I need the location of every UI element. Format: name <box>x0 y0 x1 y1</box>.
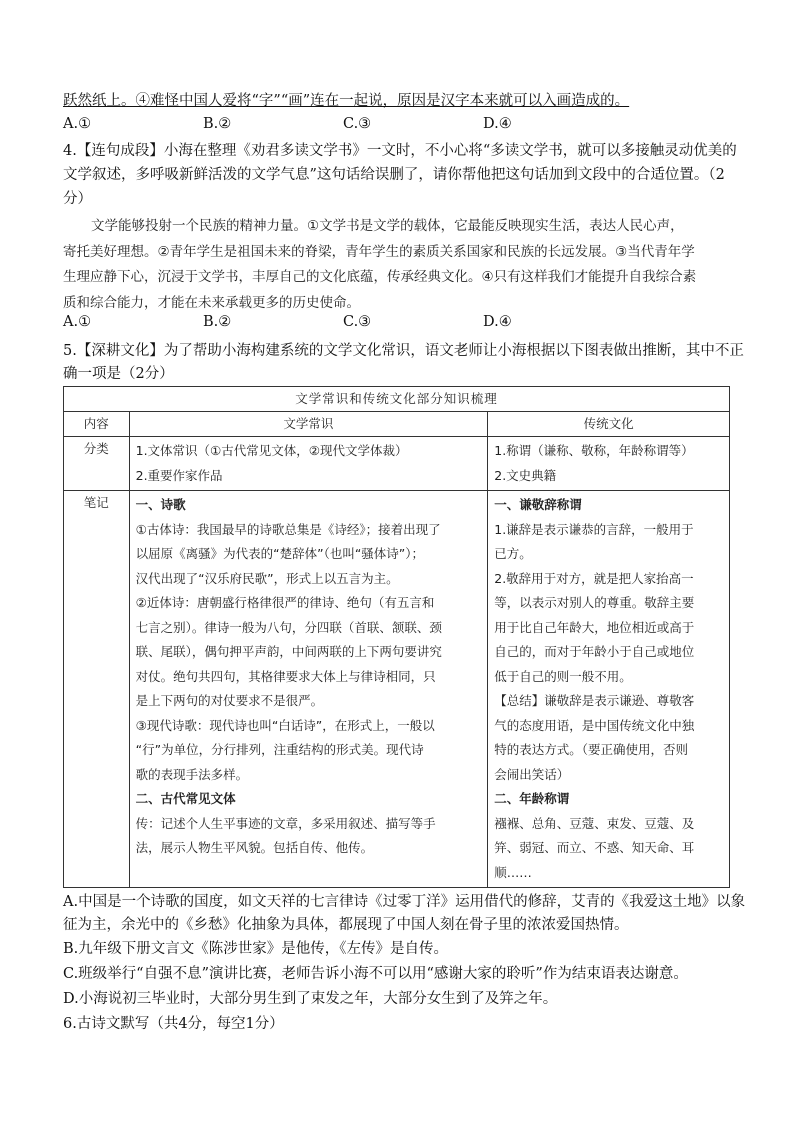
question-4-passage <box>63 214 733 316</box>
table-row-notes <box>64 491 730 888</box>
cell-line: 等，以表示对别人的尊重。敬辞主要 <box>494 595 695 610</box>
option-d: D.④ <box>483 116 512 132</box>
cell-line: 1.文体常识（①古代常见文体，②现代文学体裁） <box>135 443 408 458</box>
cell-line: 自己的，而对于年龄小于自己或地位 <box>494 644 695 659</box>
cell-line: 对仗。绝句共四句，其格律要求大体上与律诗相同，只 <box>135 668 436 684</box>
option-c: C.③ <box>343 116 372 132</box>
section-heading: 二、古代常见文体 <box>135 791 236 806</box>
notes-literature-cell <box>129 491 488 888</box>
question-5-option-a-line-2: 征为主，余光中的《乡愁》化抽象为具体，都展现了中国人刻在骨子里的浓浓爱国热情。 <box>63 917 629 933</box>
option-a: A.① <box>63 116 92 132</box>
question-5-option-d: D.小海说初三毕业时，大部分男生到了束发之年，大部分女生到了及笄之年。 <box>63 991 558 1007</box>
question-4-line-1: 4.【连句成段】小海在整理《劝君多读文学书》一文时，不小心将“多读文学书，就可以多接触灵动优美的 <box>63 143 737 159</box>
table-header-content: 内容 <box>64 412 130 437</box>
question-6-heading: 6.古诗文默写（共4分，每空1分） <box>63 1016 284 1032</box>
notes-culture-cell <box>488 491 730 888</box>
cell-line: 气的态度用语，是中国传统文化中独 <box>494 717 695 733</box>
option-d: D.④ <box>483 314 512 330</box>
cell-line: 1.称谓（谦称、敬称，年龄称谓等） <box>494 443 694 458</box>
question-5-line-1: 5.【深耕文化】为了帮助小海构建系统的文学文化常识，语文老师让小海根据以下图表做出推断，其中不正 <box>63 343 744 359</box>
category-literature-cell <box>129 437 488 491</box>
cell-line: 用于比自己年龄大，地位相近或高于 <box>494 619 695 635</box>
section-heading: 一、诗歌 <box>135 497 186 512</box>
cell-line: 会闹出笑话） <box>494 766 570 782</box>
option-b: B.② <box>203 314 232 330</box>
cell-line: ①古体诗：我国最早的诗歌总集是《诗经》；接着出现了 <box>135 521 441 537</box>
passage-line: 质和综合能力，才能在未来承载更多的历史使命。 <box>63 294 360 311</box>
question-5-option-b: B.九年级下册文言文《陈涉世家》是他传，《左传》是自传。 <box>63 941 449 957</box>
question-5-option-c: C.班级举行“自强不息”演讲比赛，老师告诉小海不可以用“感谢大家的聆听”作为结束语表达谢意。 <box>63 966 688 982</box>
cell-line: 低于自己的则一般不用。 <box>494 668 632 684</box>
passage-line: 寄托美好理想。②青年学生是祖国未来的脊梁，青年学生的素质关系国家和民族的长远发展。③当代青年学 <box>63 243 695 260</box>
cell-line: “行”为单位，分行排列，注重结构的形式美。现代诗 <box>135 742 424 757</box>
option-b: B.② <box>203 116 232 132</box>
question-3-final-sentence: 跃然纸上。④难怪中国人爱将“字”“画”连在一起说，原因是汉字本来就可以入画造成的。 <box>63 93 630 109</box>
question-4-line-2: 文学叙述，多呼吸新鲜活泼的文学气息”这句话给误删了，请你帮他把这句话加到文段中的合适位置。（2 <box>63 167 725 183</box>
table-title: 文学常识和传统文化部分知识梳理 <box>64 387 730 412</box>
table-header-culture: 传统文化 <box>488 412 730 437</box>
knowledge-table <box>63 386 730 888</box>
cell-line: ③现代诗歌：现代诗也叫“白话诗”，在形式上，一般以 <box>135 717 435 733</box>
option-c: C.③ <box>343 314 372 330</box>
cell-line: 2.文史典籍 <box>494 467 557 483</box>
passage-line: 文学能够投射一个民族的精神力量。①文学书是文学的载体，它最能反映现实生活，表达人民心声， <box>91 218 684 234</box>
cell-line: 法，展示人物生平风貌。包括自传、他传。 <box>135 840 374 855</box>
cell-line: 七言之别）。律诗一般为八句，分四联（首联、颔联、颈 <box>135 619 442 635</box>
category-culture-cell <box>488 437 730 491</box>
cell-line: 【总结】谦敬辞是表示谦逊、尊敬客 <box>494 693 695 708</box>
cell-line: 已方。 <box>494 546 532 561</box>
cell-line: 2.重要作家作品 <box>135 467 223 483</box>
question-4-line-3: 分） <box>63 191 92 207</box>
cell-line: 1.谦辞是表示谦恭的言辞，一般用于 <box>494 521 694 537</box>
cell-line: ②近体诗：唐朝盛行格律很严的律诗、绝句（有五言和 <box>135 595 435 610</box>
cell-line: 顺…… <box>494 864 532 880</box>
passage-line: 生理应静下心，沉浸于文学书，丰厚自己的文化底蕴，传承经典文化。④只有这样我们才能提升自我综合素 <box>63 269 697 285</box>
question-3-options <box>63 116 743 138</box>
cell-line: 联、尾联），偶句押平声韵，中间两联的上下两句要讲究 <box>135 644 442 659</box>
cell-line: 2.敬辞用于对方，就是把人家抬高一 <box>494 570 694 586</box>
cell-line: 特的表达方式。（要正确使用，否则 <box>494 742 689 757</box>
row-label-notes: 笔记 <box>64 491 130 888</box>
question-5-option-a-line-1: A.中国是一个诗歌的国度，如文天祥的七言律诗《过零丁洋》运用借代的修辞，艾青的《我爱这土地》以象 <box>63 894 746 910</box>
cell-line: 传：记述个人生平事迹的文章，多采用叙述、描写等手 <box>135 815 436 831</box>
section-heading: 二、年龄称谓 <box>494 791 570 806</box>
section-heading: 一、谦敬辞称谓 <box>494 497 582 512</box>
option-a: A.① <box>63 314 92 330</box>
table-header-literature: 文学常识 <box>129 412 488 437</box>
cell-line: 襁褓、总角、豆蔻、束发、豆蔻、及 <box>494 815 695 831</box>
question-4-options <box>63 314 743 336</box>
table-row-category <box>64 437 730 491</box>
question-5-line-2: 确一项是（2分） <box>63 366 174 382</box>
cell-line: 歌的表现手法多样。 <box>135 766 249 782</box>
cell-line: 笄、弱冠、而立、不惑、知天命、耳 <box>494 840 695 855</box>
row-label-category: 分类 <box>64 437 130 491</box>
cell-line: 汉代出现了“汉乐府民歌”，形式上以五言为主。 <box>135 570 399 586</box>
cell-line: 是上下两句的对仗要求不是很严。 <box>135 693 324 708</box>
cell-line: 以屈原《离骚》为代表的“楚辞体”（也叫“骚体诗”）； <box>135 546 425 561</box>
